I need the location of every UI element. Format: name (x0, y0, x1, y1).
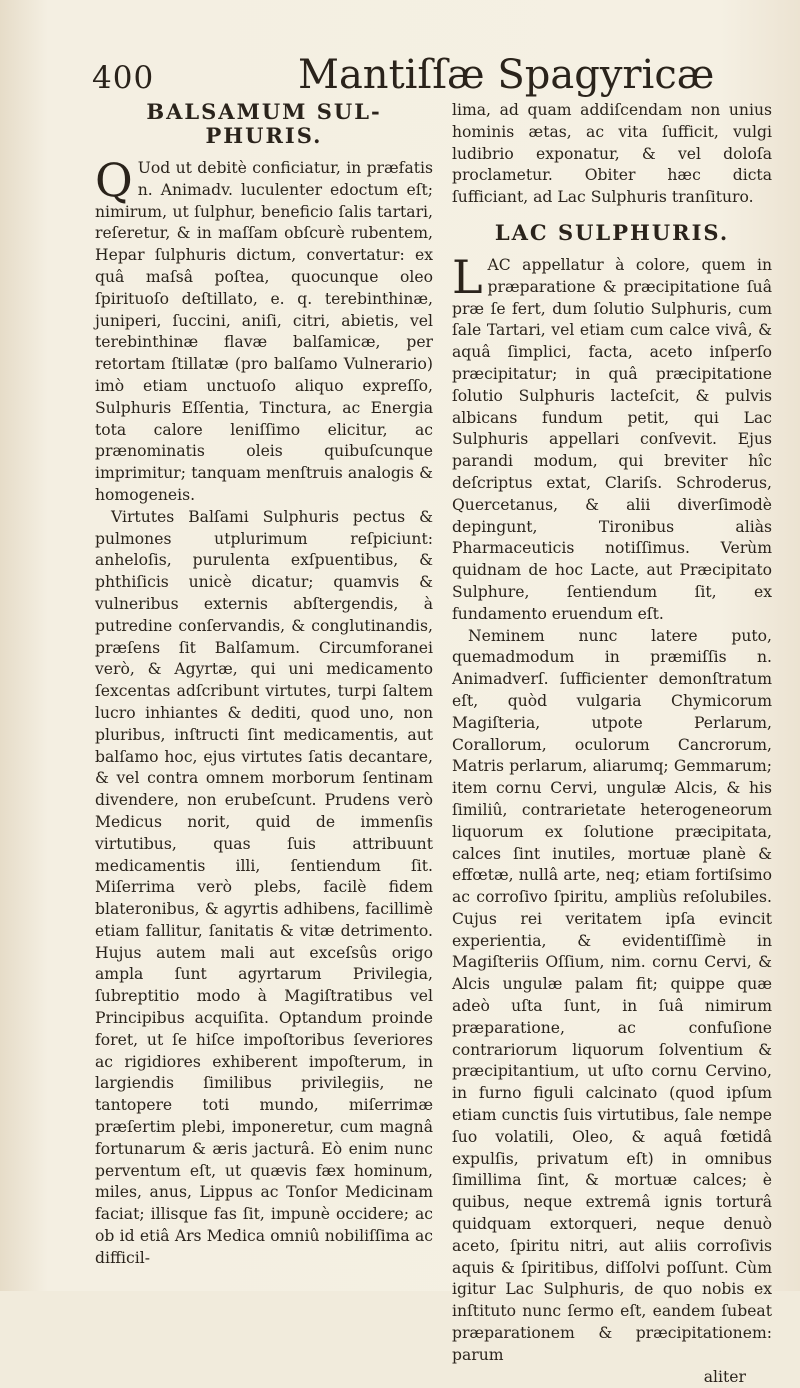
paragraph-text: AC appellatur à colore, quem in præparatione & præcipitatione ſuâ præ ſe fert, dum ſolutio Sulphuris, cum ſale Tartari, vel etiam cum calce vivâ, & aquâ ſimplici, facta, aceto inſperſo præcipitatur; in quâ præcipitatione ſolutio Sulphuris lacteſcit, & pulvis albicans fundum petit, qui Lac Sulphuris appellari conſvevit. Ejus parandi modum, qui breviter hîc deſcriptus extat, Clariſs. Schroderus, Quercetanus, & alii diverſimodè depingunt, Tironibus aliàs Pharmaceuticis notiſſimus. Verùm quidnam de hoc Lacte, aut Præcipitato Sulphure, ſentiendum ſit, ex fundamento eruendum eſt. (452, 255, 772, 623)
paragraph-continuation: lima, ad quam addiſcendam non unius hominis ætas, ac vita ſufficit, vulgi ludibrio exponatur, & vel doloſa proclametur. Obiter hæc dicta ſufficiant, ad Lac Sulphuris tranſituro. (452, 101, 772, 207)
drop-capital: Q (95, 153, 133, 207)
section-title-line-2: PHURIS. (205, 123, 323, 148)
section-title-balsamum (95, 100, 433, 148)
page-number: 400 (92, 60, 155, 96)
page-header (92, 52, 752, 106)
paragraph-lac-magisteria: Neminem nunc latere puto, quemadmodum in præmiſſis n. Animadverſ. ſufficienter demonſtratum eſt, quòd vulgaria Chymicorum Magiſteria, utpote Perlarum, Corallorum, oculorum Cancrorum, Matris perlarum, aliarumq; Gemmarum; item cornu Cervi, ungulæ Alcis, & his ſimiliû, contrarietate heterogeneorum liquorum ex ſolutione præcipitata, calces ſint inutiles, mortuæ planè & effœtæ, nullâ arte, neq; etiam fortiſsimo ac corroſivo ſpiritu, ampliùs reſolubiles. Cujus rei veritatem ipſa evincit experientia, & evidentiſſimè in Magiſteriis Oſſium, nim. cornu Cervi, & Alcis ungulæ palam fit; quippe quæ adeò uſta ſunt, in ſuâ nimirum præparatione, ac confuſione contrariorum liquorum ſolventium & præcipitantium, ut uſto cornu Cervino, in furno figuli calcinato (quod ipſum etiam cunctis ſuis virtutibus, ſale nempe ſuo volatili, Oleo, & aquâ fœtidâ expulſis, privatum eſt) in omnibus ſimillima ſint, & mortuæ calces; è quibus, neque extremâ ignis torturâ quidquam extorqueri, neque denuò aceto, ſpiritu nitri, aut aliis corroſivis aquis & ſpiritibus, diſſolvi poſſunt. Cùm igitur Lac Sulphuris, de quo nobis ex inſtituto nunc ſermo eſt, eandem ſubeat præparationem & præcipitationem: parum (452, 626, 772, 1364)
drop-capital: L (452, 249, 483, 304)
right-column (452, 100, 772, 1388)
section-title-line-1: BALSAMUM SUL- (146, 99, 382, 124)
paragraph-balsamum-virtues: Virtutes Balſami Sulphuris pectus & pulmones utplurimum reſpiciunt: anheloſis, purulenta exſpuentibus, & phthiſicis unicè dicatur; quamvis & vulneribus externis abſtergendis, à putredine conſervandis, & conglutinandis, præſens ſit Balſamum. Circumforanei verò, & Agyrtæ, qui uni medicamento ſexcentas adſcribunt virtutes, turpi ſaltem lucro inhiantes & dediti, quod uno, non pluribus, inſtructi ſint medicamentis, aut balſamo hoc, ejus virtutes ſatis decantare, & vel contra omnem morborum ſentinam divendere, non erubeſcunt. Prudens verò Medicus norit, quid de immenſis virtutibus, quas ſuis attribuunt medicamentis illi, ſentiendum ſit. Miſerrima verò plebs, facilè fidem blateronibus, & agyrtis adhibens, facillimè etiam fallitur, ſanitatis & vitæ detrimento. Hujus autem mali aut exceſsûs origo ampla ſunt agyrtarum Privilegia, ſubreptitio modo à Magiſtratibus vel Principibus acquiſita. Optandum proinde foret, ut ſe hiſce impoſtoribus ſeveriores ac rigidiores exhiberent impoſterum, in largiendis ſimilibus privilegiis, ne tantopere toti mundo, miſerrimæ præſertim plebi, imponeretur, cum magnâ fortunarum & æris jacturâ. Eò enim nunc perventum eſt, ut quævis fæx hominum, miles, anus, Lippus ac Tonſor Medicinam faciat; illisque fas ſit, impunè occidere; ac ob id etiâ Ars Medica omniû nobiliſſima ac difficil- (95, 507, 433, 1267)
section-title-lac-sulphuris: LAC SULPHURIS. (494, 219, 730, 245)
catchword: aliter (703, 1367, 746, 1386)
running-title: Mantiſſæ Spagyricæ (298, 52, 715, 98)
paragraph-balsamum-preparation (95, 153, 433, 507)
paragraph-lac-definition (452, 249, 772, 626)
paragraph-text: Uod ut debitè conficiatur, in præfatis n. Animadv. luculenter edoctum eſt; nimirum, ut ſulphur, beneficio ſalis tartari, reſeretur, & in maſſam obſcurè rubentem, Hepar ſulphuris dictum, convertatur: ex quâ maſsâ poſtea, quocunque oleo ſpirituoſo deſtillato, e. q. terebinthinæ, juniperi, ſuccini, aniſi, citri, abietis, vel terebinthinæ flavæ balſamicæ, per retortam ſtillatæ (pro balſamo Vulnerario) imò etiam unctuoſo aliquo expreſſo, Sulphuris Eſſentia, Tinctura, ac Energia tota calore leniſſimo elicitur, ac prænominatis oleis quibuſcunque imprimitur; tanquam menſtruis analogis & homogeneis. (95, 159, 433, 504)
left-column (95, 100, 433, 1270)
